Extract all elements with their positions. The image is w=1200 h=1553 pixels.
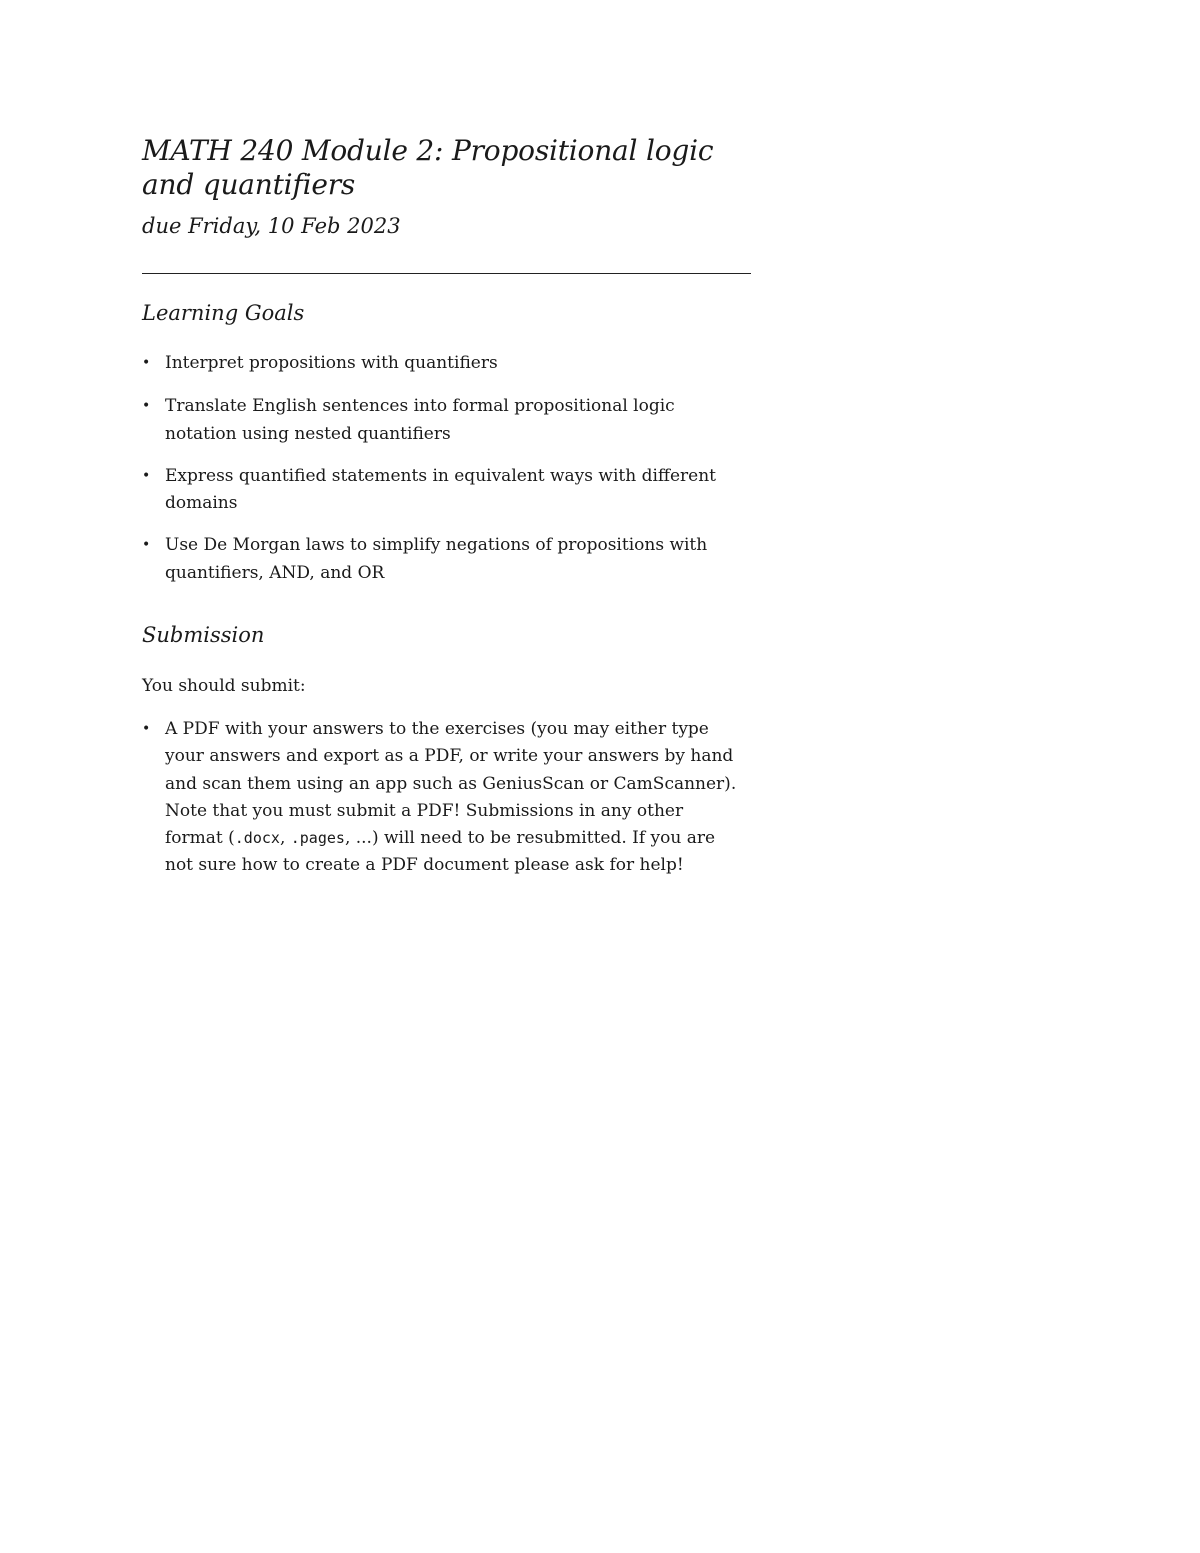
bullet-icon: •: [142, 537, 151, 554]
bullet-icon: •: [142, 398, 151, 415]
submission-requirement: [165, 719, 736, 875]
list-item: [142, 716, 742, 880]
header-divider: [142, 273, 751, 274]
document-title: MATH 240 Module 2: Propositional logic and quantifiers: [142, 134, 714, 201]
submission-text-part2: , ...) will need to be resubmitted. If you are not sure how to create a PDF document please ask for help!: [165, 828, 716, 876]
list-item: [142, 463, 742, 518]
list-item: [142, 393, 742, 448]
submission-list: [142, 716, 742, 895]
bullet-icon: •: [142, 467, 151, 484]
submission-heading: Submission: [142, 623, 265, 647]
docx-extension: .docx: [234, 829, 280, 848]
bullet-icon: •: [142, 721, 151, 737]
learning-goal-text: Use De Morgan laws to simplify negations of propositions with quantifiers, AND, and OR: [165, 535, 708, 583]
list-item: [142, 350, 742, 377]
due-date: due Friday, 10 Feb 2023: [142, 214, 401, 238]
submission-text-part1: A PDF with your answers to the exercises (you may either type your answers and export as a PDF, or write your answers by hand and scan them using an app such as GeniusScan or CamScanner). Note that you must submit a PDF! Submissions in any other format (: [165, 719, 737, 849]
list-item: [142, 532, 742, 587]
learning-goals-list: [142, 350, 742, 602]
learning-goal-text: Translate English sentences into formal propositional logic notation using nested quantifiers: [165, 396, 675, 444]
learning-goal-text: Express quantified statements in equivalent ways with different domains: [165, 465, 717, 514]
learning-goals-heading: Learning Goals: [142, 301, 305, 325]
extension-separator: ,: [279, 828, 291, 849]
bullet-icon: •: [142, 355, 151, 371]
submission-intro: You should submit:: [142, 676, 306, 696]
pages-extension: .pages: [290, 829, 345, 848]
learning-goal-text: Interpret propositions with quantifiers: [165, 353, 498, 373]
